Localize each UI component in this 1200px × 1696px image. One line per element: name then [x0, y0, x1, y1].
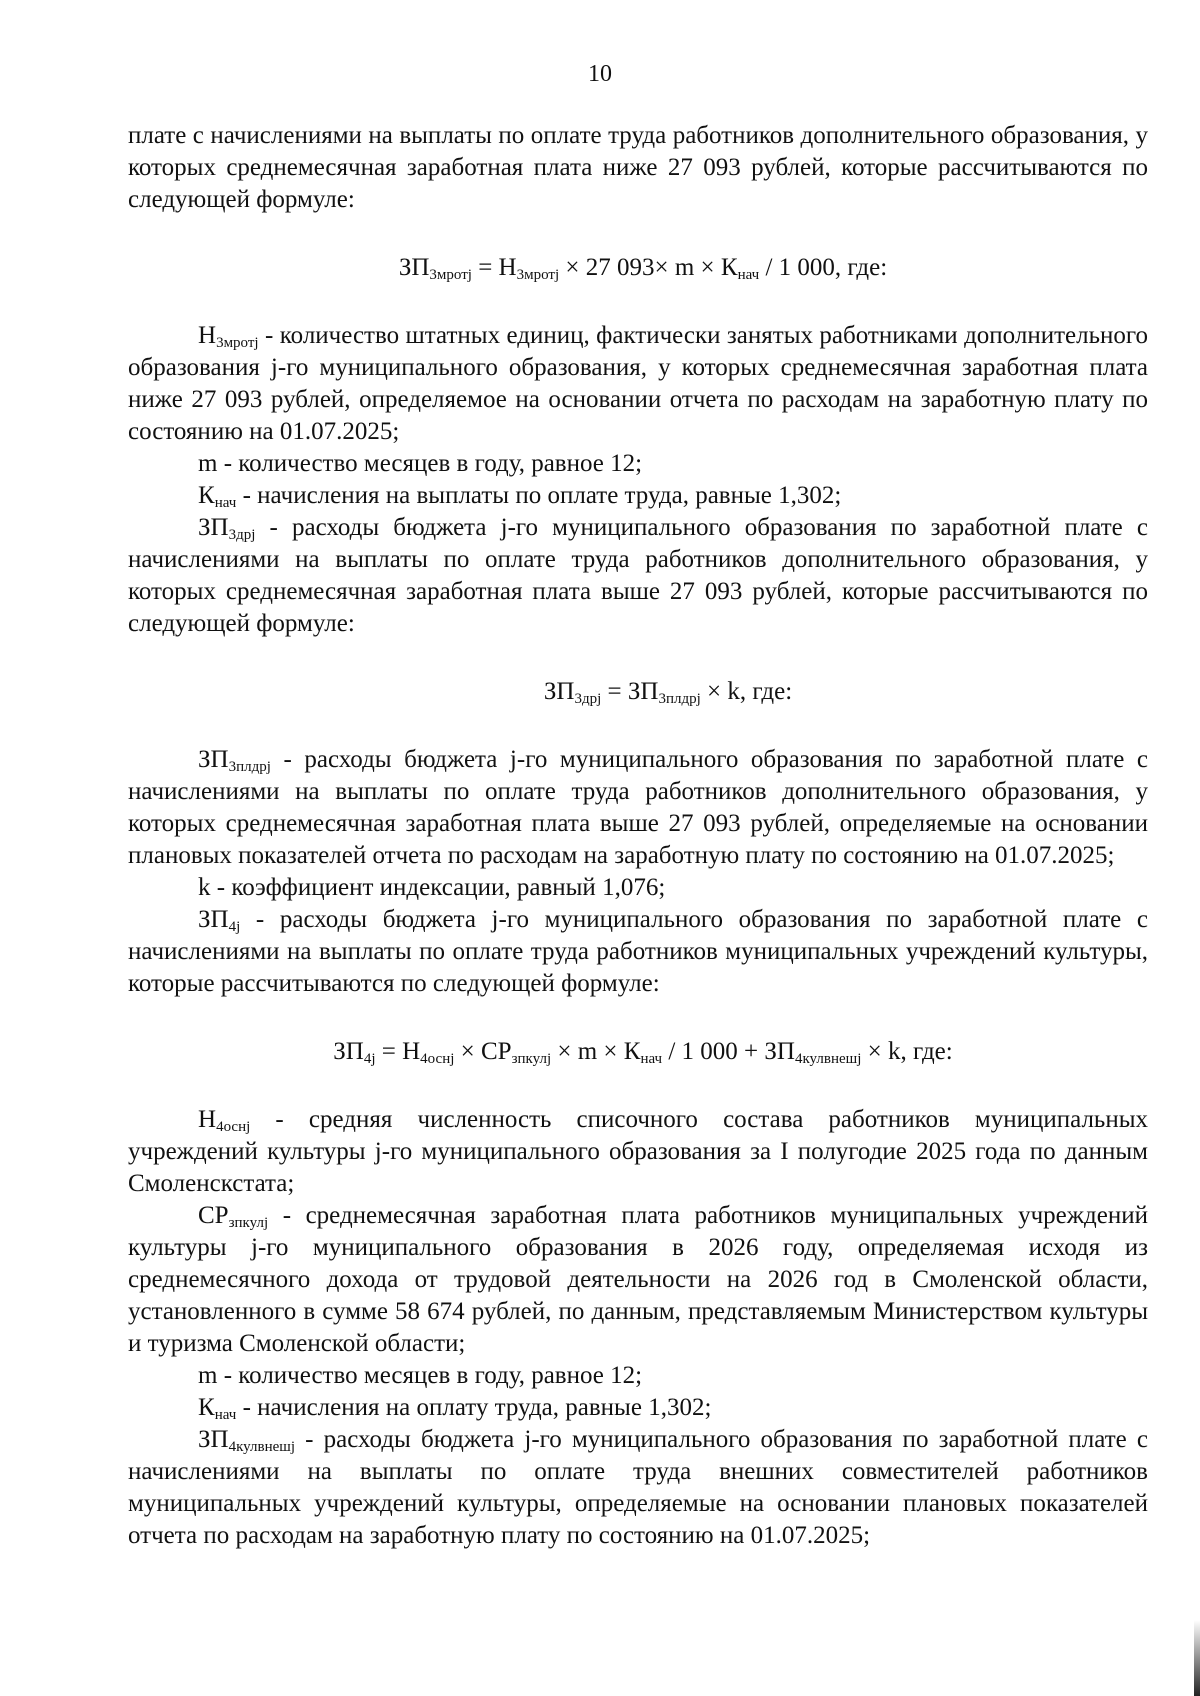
definition-text: - среднемесячная заработная плата работников муниципальных учреждений культуры j-го муниципального образования в 2026 году, определяемая исходя из среднемесячного дохода от трудовой деятельности на 2026 год в Смоленской области, установленного в сумме 58 674 рублей, по данным, представляемым Министерством культуры и туризма Смоленской области;: [128, 1202, 1148, 1357]
definition-n3mrot: [128, 320, 1148, 448]
definition-symbol: Н: [198, 322, 217, 349]
definition-knach-2: [128, 1392, 1148, 1424]
formula-term: = Н: [471, 254, 517, 281]
definition-subscript: 4оснj: [216, 1119, 251, 1135]
formula-zp3mrot: [128, 252, 1148, 284]
formula-term: ЗП: [398, 254, 430, 281]
definition-symbol: ЗП: [198, 906, 229, 933]
definition-subscript: 3мротj: [216, 335, 259, 351]
definition-symbol: К: [198, 1394, 215, 1421]
definition-symbol: ЗП: [198, 746, 229, 773]
document-body: [128, 120, 1148, 1552]
formula-term: × k, где:: [700, 678, 793, 705]
formula-term: = Н: [375, 1038, 421, 1065]
formula-term: × 27 093× m × К: [559, 254, 738, 281]
formula-subscript: зпкулj: [511, 1051, 552, 1067]
definition-m: m - количество месяцев в году, равное 12;: [198, 450, 643, 477]
definition-symbol: К: [198, 482, 215, 509]
definition-n4osn: [128, 1104, 1148, 1200]
formula-term: ЗП: [333, 1038, 364, 1065]
definition-text: - средняя численность списочного состава работников муниципальных учреждений культуры j-го муниципального образования за I полугодие 2025 года по данным Смоленскстата;: [128, 1106, 1148, 1197]
formula-zp4: [128, 1036, 1148, 1068]
formula-subscript: 3плдрj: [658, 691, 701, 707]
formula-term: / 1 000 + ЗП: [662, 1038, 795, 1065]
formula-subscript: нач: [640, 1051, 663, 1067]
definition-text: - количество штатных единиц, фактически занятых работниками дополнительного образования j-го муниципального образования, у которых среднемесячная заработная плата ниже 27 093 рублей, определяемое на основании отчета по расходам на заработную плату по состоянию на 01.07.2025;: [128, 322, 1148, 445]
formula-term: × m × К: [551, 1038, 641, 1065]
formula-term: × СР: [454, 1038, 512, 1065]
definition-symbol: Н: [198, 1106, 217, 1133]
paragraph-continuation: плате с начислениями на выплаты по оплате труда работников дополнительного образования, у которых среднемесячная заработная плата ниже 27 093 рублей, которые рассчитываются по следующей формуле:: [128, 122, 1148, 213]
definition-symbol: СР: [198, 1202, 229, 1229]
definition-zp4: [128, 904, 1148, 1000]
formula-term: / 1 000, где:: [759, 254, 888, 281]
definition-knach: [128, 480, 1148, 512]
definition-m-2: m - количество месяцев в году, равное 12;: [198, 1362, 643, 1389]
definition-zp3dr: [128, 512, 1148, 640]
scan-edge-mark: [1194, 1620, 1200, 1696]
page-number: 10: [588, 61, 612, 87]
definition-symbol: ЗП: [198, 514, 229, 541]
formula-zp3dr: [128, 676, 1148, 708]
formula-term: ЗП: [543, 678, 575, 705]
definition-srzpkul: [128, 1200, 1148, 1360]
definition-k: k - коэффициент индексации, равный 1,076;: [198, 874, 666, 901]
formula-subscript: 4j: [363, 1051, 376, 1067]
definition-text: - начисления на оплату труда, равные 1,302;: [236, 1394, 712, 1421]
formula-subscript: 3дрj: [574, 691, 602, 707]
definition-symbol: ЗП: [198, 1426, 229, 1453]
definition-subscript: зпкулj: [228, 1215, 269, 1231]
definition-zp3pldr: [128, 744, 1148, 872]
formula-subscript: 3мротj: [516, 267, 560, 283]
definition-subscript: нач: [214, 495, 237, 511]
formula-subscript: 3мротj: [429, 267, 472, 283]
definition-subscript: 3плдрj: [228, 759, 271, 775]
definition-subscript: 4j: [228, 919, 241, 935]
definition-text: - начисления на выплаты по оплате труда, равные 1,302;: [236, 482, 842, 509]
formula-term: = ЗП: [601, 678, 659, 705]
definition-subscript: нач: [214, 1407, 237, 1423]
formula-subscript: 4оснj: [420, 1051, 455, 1067]
definition-text: - расходы бюджета j-го муниципального образования по заработной плате с начислениями на выплаты по оплате труда работников дополнительного образования, у которых среднемесячная заработная плата выше 27 093 рублей, определяемые на основании плановых показателей отчета по расходам на заработную плату по состоянию на 01.07.2025;: [128, 746, 1148, 869]
definition-zp4kulvnesh: [128, 1424, 1148, 1552]
formula-subscript: нач: [737, 267, 760, 283]
formula-term: × k, где:: [861, 1038, 953, 1065]
definition-subscript: 4кулвнешj: [228, 1439, 295, 1455]
formula-subscript: 4кулвнешj: [794, 1051, 862, 1067]
definition-text: - расходы бюджета j-го муниципального образования по заработной плате с начислениями на выплаты по оплате труда внешних совместителей работников муниципальных учреждений культуры, определяемые на основании плановых показателей отчета по расходам на заработную плату по состоянию на 01.07.2025;: [128, 1426, 1148, 1549]
definition-subscript: 3дрj: [228, 527, 256, 543]
definition-text: - расходы бюджета j-го муниципального образования по заработной плате с начислениями на выплаты по оплате труда работников дополнительного образования, у которых среднемесячная заработная плата выше 27 093 рублей, которые рассчитываются по следующей формуле:: [128, 514, 1148, 637]
definition-text: - расходы бюджета j-го муниципального образования по заработной плате с начислениями на выплаты по оплате труда работников муниципальных учреждений культуры, которые рассчитываются по следующей формуле:: [128, 906, 1148, 997]
